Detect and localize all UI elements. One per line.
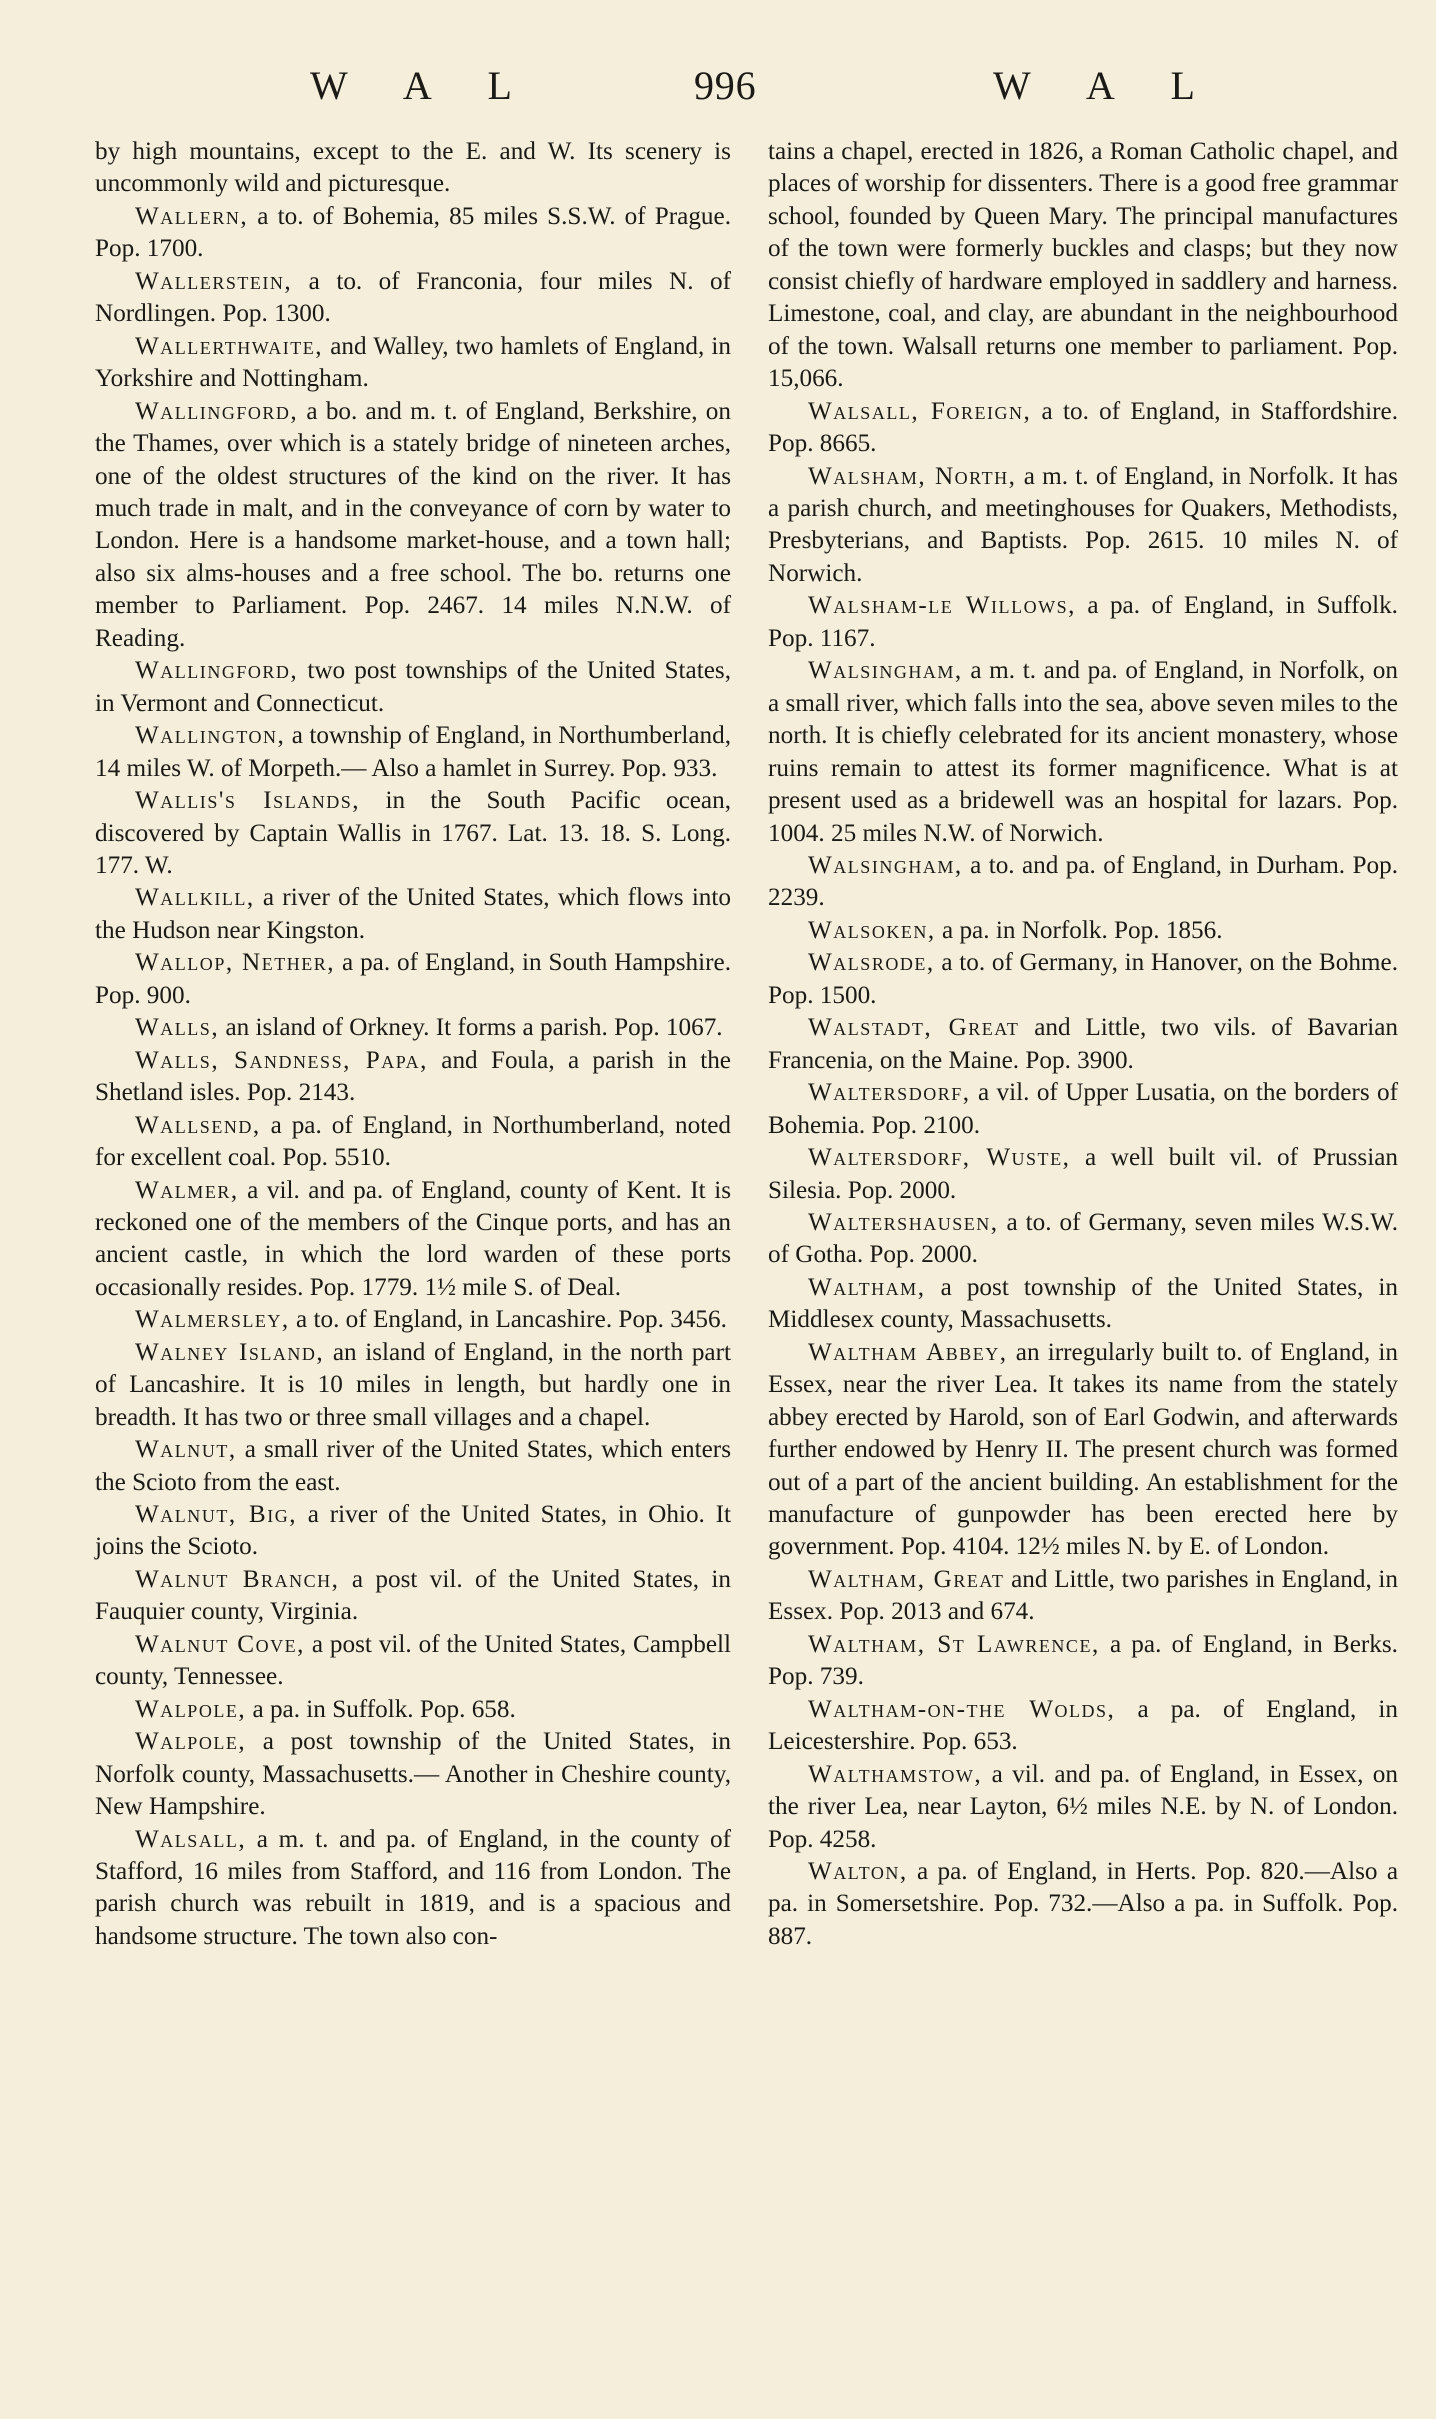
entry-headword: Walnut, Big,: [135, 1501, 298, 1529]
gazetteer-entry: [768, 1337, 1398, 1564]
gazetteer-entry: [95, 1694, 731, 1726]
gazetteer-entry: [768, 915, 1398, 947]
gazetteer-entry: [95, 1564, 731, 1629]
entry-text: two post townships of the United States, in Vermont and Connecticut.: [95, 657, 731, 717]
entry-text: a post township of the United States, in Middlesex county, Massachusetts.: [768, 1273, 1398, 1334]
gazetteer-entry: [95, 266, 731, 331]
gazetteer-entry: [768, 136, 1398, 396]
entry-text: and Foula, a parish in the Shetland isles. Pop. 2143.: [95, 1046, 731, 1107]
entry-text: a pa. of England, in Berks. Pop. 739.: [768, 1630, 1398, 1691]
gazetteer-entry: [95, 1175, 731, 1305]
entry-headword: Walmer,: [135, 1176, 239, 1204]
entry-headword: Waltham,: [808, 1273, 926, 1301]
gazetteer-entry: [768, 1694, 1398, 1759]
entry-text: a vil. and pa. of England, county of Kent. It is reckoned one of the members of the Cinque ports, and has an ancient castle, in which the lord warden of these ports occasionally resides. Pop. 1779. 1½ mile S. of Deal.: [95, 1176, 731, 1301]
gazetteer-entry: [95, 1629, 731, 1694]
entry-headword: Wallis's Islands,: [135, 787, 361, 815]
entry-headword: Wallsend,: [135, 1111, 261, 1139]
gazetteer-entry: [95, 1434, 731, 1499]
entry-text: a m. t. and pa. of England, in Norfolk, on a small river, which falls into the sea, above seven miles to the north. It is chiefly celebrated for its ancient monastery, whose ruins remain to attest its former magnificence. What is at present used as a bridewell was an hospital for lazars. Pop. 1004. 25 miles N.W. of Norwich.: [768, 657, 1398, 847]
entry-headword: Walsoken,: [808, 916, 936, 944]
entry-text: a pa. of England, in Leicestershire. Pop. 653.: [768, 1695, 1399, 1756]
entry-text: a vil. of Upper Lusatia, on the borders of Bohemia. Pop. 2100.: [768, 1079, 1398, 1139]
entry-headword: Walsall, Foreign,: [808, 397, 1032, 425]
entry-text: a vil. and pa. of England, in Essex, on the river Lea, near Layton, 6½ miles N.E. by N. of London. Pop. 4258.: [768, 1760, 1398, 1853]
entry-headword: Walnut,: [135, 1436, 237, 1464]
entry-text: a m. t. and pa. of England, in the county of Stafford, 16 miles from Stafford, and 116 from London. The parish church was rebuilt in 1819, and is a spacious and handsome structure. The town also con-: [95, 1825, 731, 1950]
gazetteer-entry: [95, 1045, 731, 1110]
entry-headword: Wallern,: [135, 202, 249, 230]
left-column: [95, 136, 731, 1953]
gazetteer-entry: [95, 1012, 731, 1044]
gazetteer-entry: [768, 1012, 1398, 1077]
entry-text: a to. of Franconia, four miles N. of Nordlingen. Pop. 1300.: [95, 267, 731, 328]
entry-text: a pa. in Suffolk. Pop. 658.: [246, 1695, 516, 1723]
right-column: [768, 136, 1398, 1953]
entry-text: tains a chapel, erected in 1826, a Roman Catholic chapel, and places of worship for dissenters. There is a good free grammar school, founded by Queen Mary. The principal manufactures of the town were formerly buckles and clasps; but they now consist chiefly of hardware employed in saddlery and harness. Limestone, coal, and clay, are abundant in the neighbourhood of the town. Walsall returns one member to parliament. Pop. 15,066.: [768, 138, 1398, 393]
gazetteer-entry: [768, 461, 1398, 591]
gazetteer-entry: [95, 1304, 731, 1336]
entry-headword: Walnut Cove,: [135, 1630, 305, 1658]
entry-headword: Waltersdorf,: [808, 1079, 971, 1107]
entry-text: a pa. of England, in South Hampshire. Pop. 900.: [95, 949, 731, 1009]
entry-text: an island of England, in the north part of Lancashire. It is 10 miles in length, but hardly one in breadth. It has two or three small villages and a chapel.: [95, 1338, 731, 1431]
entry-headword: Wallerstein,: [135, 267, 293, 295]
entry-text: in the South Pacific ocean, discovered by Captain Wallis in 1767. Lat. 13. 18. S. Long. 177. W.: [95, 787, 732, 879]
entry-text: an island of Orkney. It forms a parish. Pop. 1067.: [219, 1014, 723, 1042]
entry-text: a river of the United States, in Ohio. It joins the Scioto.: [95, 1501, 731, 1561]
gazetteer-entry: [768, 590, 1398, 655]
header-left: W A L: [310, 63, 522, 108]
gazetteer-entry: [768, 1272, 1398, 1337]
entry-headword: Walsham-le Willows,: [808, 592, 1076, 620]
gazetteer-entry: [95, 1824, 731, 1954]
gazetteer-entry: [95, 201, 731, 266]
entry-text: a post township of the United States, in Norfolk county, Massachusetts.— Another in Cheshire county, New Hampshire.: [95, 1728, 731, 1821]
entry-text: a well built vil. of Prussian Silesia. Pop. 2000.: [768, 1144, 1398, 1204]
gazetteer-entry: [768, 1759, 1398, 1856]
entry-headword: Wallingford,: [135, 397, 299, 425]
header-right: W A L: [993, 63, 1205, 108]
entry-text: a pa. of England, in Northumberland, noted for excellent coal. Pop. 5510.: [95, 1111, 731, 1172]
entry-headword: Walls,: [135, 1014, 220, 1042]
entry-text: a pa. of England, in Herts. Pop. 820.—Also a pa. in Somersetshire. Pop. 732.—Also a pa. in Suffolk. Pop. 887.: [768, 1858, 1398, 1950]
entry-headword: Walthamstow,: [808, 1760, 983, 1788]
entry-headword: Wallerthwaite,: [135, 332, 324, 360]
entry-text: a post vil. of the United States, in Fauquier county, Virginia.: [95, 1565, 731, 1626]
gazetteer-entry: [768, 850, 1398, 915]
entry-headword: Walton,: [808, 1858, 908, 1886]
gazetteer-entry: [95, 1726, 731, 1823]
gazetteer-entry: [768, 947, 1398, 1012]
gazetteer-entry: [768, 396, 1398, 461]
entry-text: a river of the United States, which flows into the Hudson near Kingston.: [95, 884, 731, 944]
entry-headword: Waltham, St Lawrence,: [808, 1630, 1100, 1658]
entry-headword: Waltham Abbey,: [808, 1338, 1008, 1366]
entry-headword: Wallop, Nether,: [135, 949, 336, 977]
gazetteer-entry: [95, 1337, 731, 1434]
gazetteer-entry: [95, 1110, 731, 1175]
entry-text: and Walley, two hamlets of England, in Yorkshire and Nottingham.: [95, 332, 731, 393]
entry-text: a township of England, in Northumberland, 14 miles W. of Morpeth.— Also a hamlet in Surrey. Pop. 933.: [95, 722, 731, 782]
gazetteer-entry: [768, 1142, 1398, 1207]
entry-headword: Waltersdorf, Wuste,: [808, 1144, 1071, 1172]
gazetteer-entry: [95, 655, 731, 720]
entry-headword: Waltershausen,: [808, 1208, 999, 1236]
entry-text: a to. of Bohemia, 85 miles S.S.W. of Prague. Pop. 1700.: [95, 202, 731, 263]
gazetteer-entry: [95, 947, 731, 1012]
entry-headword: Walsingham,: [808, 657, 963, 685]
entry-headword: Walsrode,: [808, 949, 935, 977]
entry-text: a m. t. of England, in Norfolk. It has a parish church, and meetinghouses for Quakers, Methodists, Presbyterians, and Baptists. Pop. 2615. 10 miles N. of Norwich.: [768, 462, 1398, 587]
entry-text: a to. of Germany, seven miles W.S.W. of Gotha. Pop. 2000.: [768, 1208, 1398, 1269]
entry-headword: Waltham-on-the Wolds,: [808, 1695, 1116, 1723]
gazetteer-entry: [95, 396, 731, 656]
entry-headword: Walls, Sandness, Papa,: [135, 1046, 428, 1074]
gazetteer-entry: [768, 1629, 1398, 1694]
entry-text: and Little, two parishes in England, in Essex. Pop. 2013 and 674.: [768, 1565, 1398, 1626]
gazetteer-entry: [95, 720, 731, 785]
gazetteer-entry: [95, 136, 731, 201]
gazetteer-entry: [768, 655, 1398, 850]
gazetteer-entry: [95, 785, 731, 882]
entry-headword: Waltham, Great: [808, 1565, 1005, 1593]
entry-headword: Wallington,: [135, 722, 286, 750]
gazetteer-entry: [95, 1499, 731, 1564]
entry-text: a post vil. of the United States, Campbell county, Tennessee.: [95, 1630, 731, 1691]
entry-text: a pa. of England, in Suffolk. Pop. 1167.: [768, 592, 1398, 652]
entry-headword: Walpole,: [135, 1728, 247, 1756]
gazetteer-entry: [768, 1207, 1398, 1272]
entry-headword: Wallkill,: [135, 884, 255, 912]
entry-headword: Walsham, North,: [808, 462, 1017, 490]
running-header: [0, 62, 1436, 122]
entry-headword: Walpole,: [135, 1695, 247, 1723]
entry-text: by high mountains, except to the E. and W. Its scenery is uncommonly wild and picturesque.: [95, 138, 731, 198]
entry-headword: Wallingford,: [135, 657, 299, 685]
entry-headword: Walney Island,: [135, 1338, 325, 1366]
entry-text: and Little, two vils. of Bavarian Francenia, on the Maine. Pop. 3900.: [768, 1014, 1398, 1074]
entry-text: an irregularly built to. of England, in Essex, near the river Lea. It takes its name from the stately abbey erected by Harold, son of Earl Godwin, and afterwards further endowed by Henry II. The present church was formed out of a part of the ancient building. An establishment for the manufacture of gunpowder has been erected here by government. Pop. 4104. 12½ miles N. by E. of London.: [768, 1338, 1398, 1561]
gazetteer-entry: [95, 882, 731, 947]
entry-text: a to. of Germany, in Hanover, on the Bohme. Pop. 1500.: [768, 949, 1398, 1009]
entry-text: a bo. and m. t. of England, Berkshire, on the Thames, over which is a stately bridge of nineteen arches, one of the oldest structures of the kind on the river. It has much trade in malt, and in the conveyance of corn by water to London. Here is a handsome market-house, and a town hall; also six alms-houses and a free school. The bo. returns one member to Parliament. Pop. 2467. 14 miles N.N.W. of Reading.: [95, 397, 731, 652]
entry-text: a pa. in Norfolk. Pop. 1856.: [935, 916, 1223, 944]
entry-headword: Walmersley,: [135, 1306, 290, 1334]
entry-headword: Walnut Branch,: [135, 1565, 340, 1593]
entry-text: a to. of England, in Staffordshire. Pop. 8665.: [768, 397, 1398, 458]
gazetteer-entry: [768, 1856, 1398, 1953]
page-number: 996: [694, 63, 757, 108]
entry-text: a to. of England, in Lancashire. Pop. 3456.: [289, 1306, 727, 1334]
entry-text: a small river of the United States, which enters the Scioto from the east.: [95, 1436, 731, 1496]
entry-headword: Walstadt, Great: [808, 1014, 1020, 1042]
gazetteer-entry: [95, 331, 731, 396]
entry-text: a to. and pa. of England, in Durham. Pop. 2239.: [768, 851, 1398, 912]
gazetteer-entry: [768, 1077, 1398, 1142]
gazetteer-entry: [768, 1564, 1398, 1629]
entry-headword: Walsingham,: [808, 851, 963, 879]
entry-headword: Walsall,: [135, 1825, 247, 1853]
